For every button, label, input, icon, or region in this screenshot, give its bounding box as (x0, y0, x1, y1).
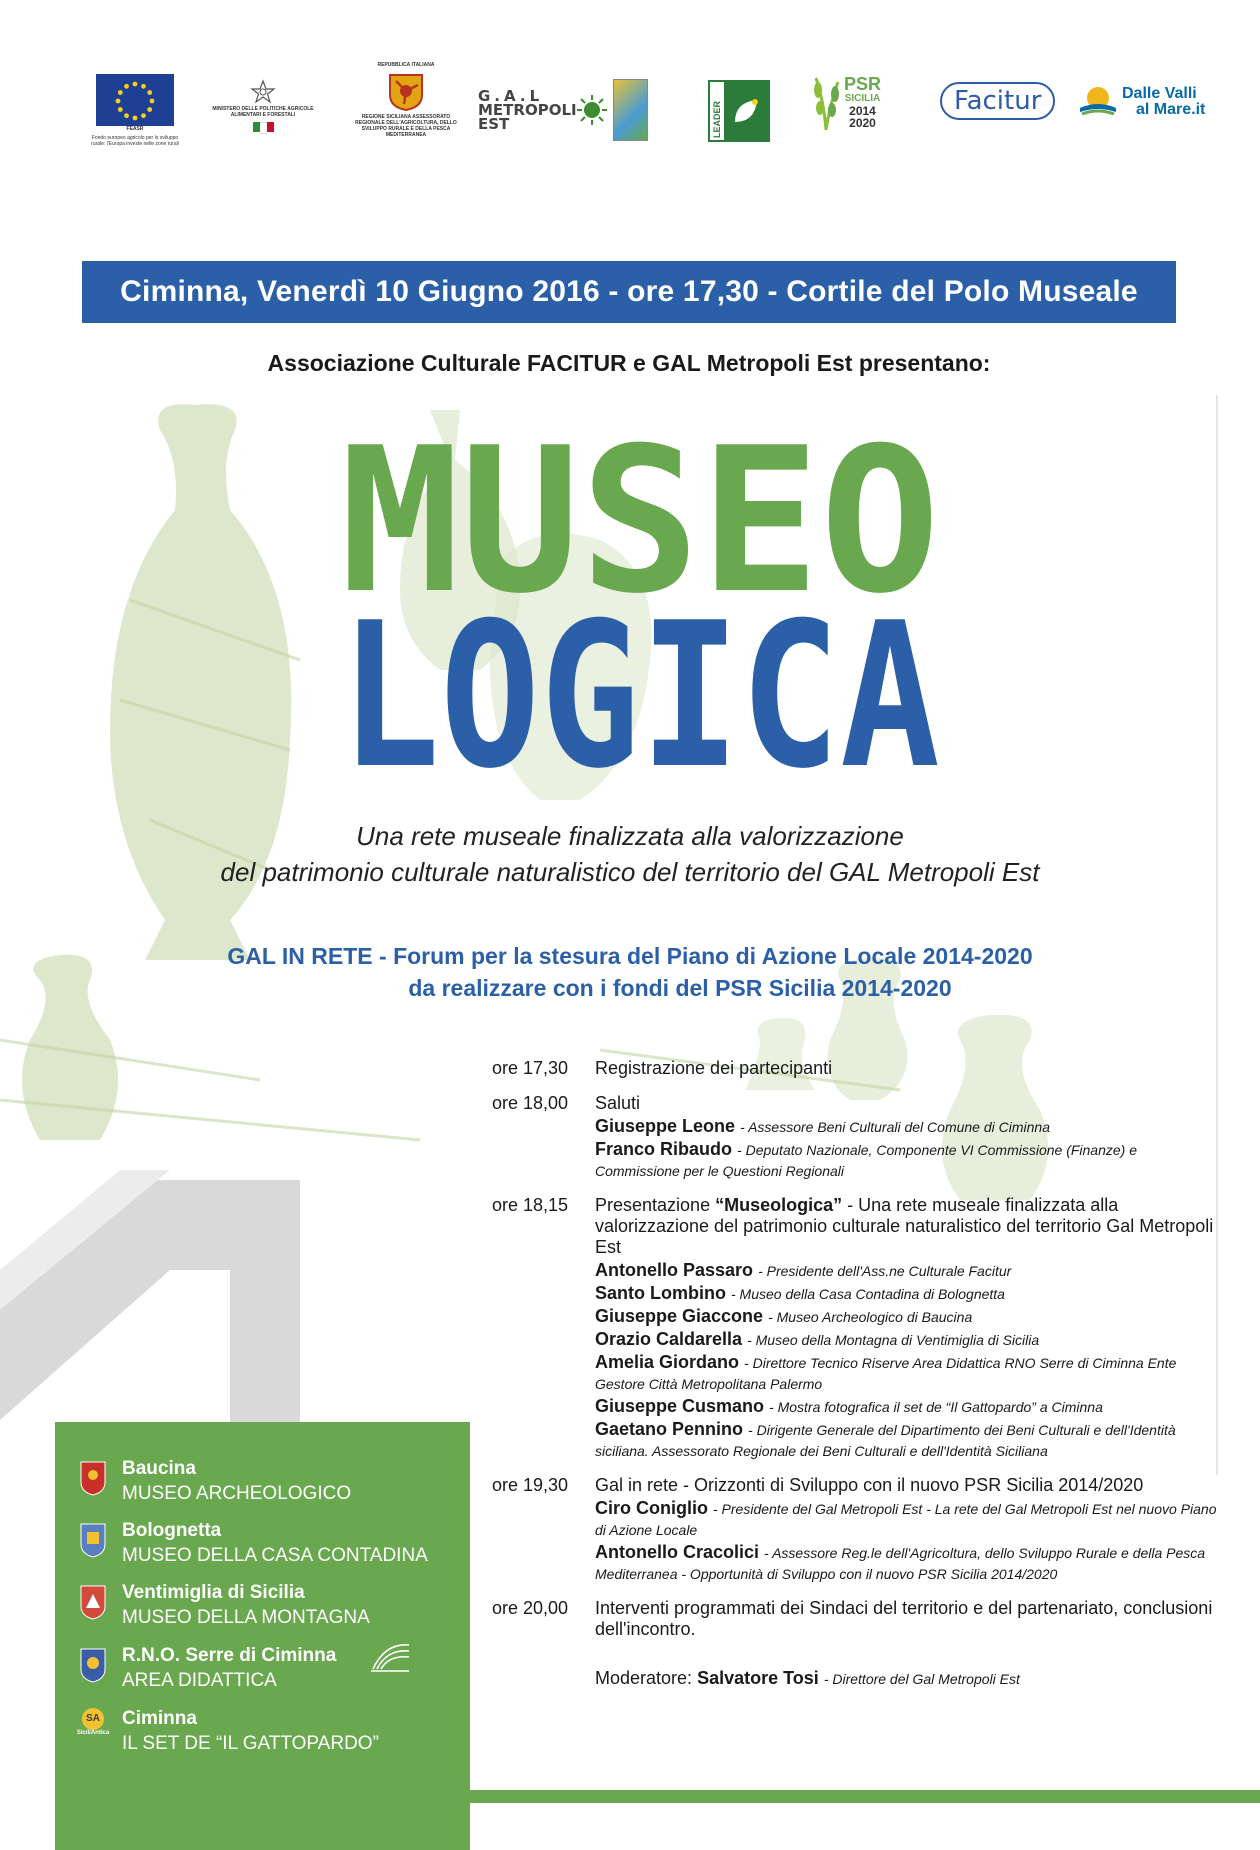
museum-town: Bolognetta (122, 1520, 222, 1541)
speaker-name: Gaetano Pennino (595, 1419, 744, 1439)
baucina-crest-icon (80, 1460, 106, 1496)
speaker (595, 1139, 1222, 1181)
slot-desc-prefix: Presentazione (595, 1195, 711, 1215)
speaker-name: Orazio Caldarella (595, 1329, 743, 1349)
speaker (595, 1116, 1222, 1137)
psr-year-end: 2020 (849, 116, 876, 130)
program-slot (492, 1195, 1222, 1461)
ministero-logo (198, 80, 328, 134)
slot-description: Saluti (595, 1093, 641, 1113)
feasr-caption: FEASR (126, 126, 144, 132)
gal-logo-line2: METROPOLI (478, 101, 577, 119)
speaker-role: - Museo della Casa Contadina di Bolognetta (731, 1286, 1005, 1302)
museum-name: MUSEO DELLA CASA CONTADINA (122, 1545, 428, 1566)
title-line-logica: LOGICA (340, 580, 940, 813)
psr-wheat-icon (808, 72, 844, 132)
forum-heading (150, 940, 1110, 1004)
italian-emblem-icon (251, 80, 275, 106)
slot-time: ore 17,30 (492, 1058, 569, 1078)
speaker (595, 1396, 1222, 1417)
speaker-role: - Assessore Reg.le dell'Agricoltura, dello Sviluppo Rurale e della Pesca Mediterranea - Opportunità di Sviluppo con il nuovo PSR Sicilia 2014/2020 (595, 1545, 1206, 1582)
leader-text: LEADER (712, 100, 722, 138)
subtitle-line2: del patrimonio culturale naturalistico del territorio del GAL Metropoli Est (220, 857, 1040, 887)
psr-year-start: 2014 (849, 104, 876, 118)
gal-metropoli-est-logo (478, 80, 648, 140)
slot-description: Interventi programmati dei Sindaci del territorio e del partenariato, conclusioni dell'incontro. (595, 1598, 1213, 1639)
grey-chevron-graphic (0, 1180, 300, 1440)
ministero-text: MINISTERO DELLE POLITICHE AGRICOLE ALIMENTARI E FORESTALI (212, 106, 314, 118)
speaker (595, 1329, 1222, 1350)
bolognetta-crest-icon (80, 1522, 106, 1558)
bottom-green-rule (470, 1790, 1260, 1803)
slot-desc-rest: - Una rete museale finalizzata alla valorizzazione del patrimonio culturale naturalistico del territorio Gal Metropoli Est (595, 1195, 1214, 1257)
speaker-role: - Presidente dell'Ass.ne Culturale Facitur (758, 1263, 1012, 1279)
museum-town: R.N.O. Serre di Ciminna (122, 1645, 337, 1666)
slot-description (595, 1195, 1222, 1258)
event-date-banner: Ciminna, Venerdì 10 Giugno 2016 - ore 17,30 - Cortile del Polo Museale (82, 261, 1176, 323)
speaker (595, 1283, 1222, 1304)
dalle-valli-line1: Dalle Valli (1122, 85, 1197, 102)
trinacria-icon (386, 71, 426, 111)
psr-region: SICILIA (844, 93, 881, 104)
speaker-name: Giuseppe Cusmano (595, 1396, 765, 1416)
psr-title: PSR (844, 74, 882, 94)
moderator-role: - Direttore del Gal Metropoli Est (823, 1671, 1020, 1687)
siciliantica-caption: SiciliAntica (76, 1730, 110, 1736)
program-slot (492, 1058, 1222, 1079)
slot-desc-highlight: “Museologica” (715, 1195, 843, 1215)
speaker-name: Santo Lombino (595, 1283, 726, 1303)
speaker-role: - Assessore Beni Culturali del Comune di Ciminna (740, 1119, 1050, 1135)
speaker-role: - Museo Archeologico di Baucina (768, 1309, 973, 1325)
leader-leaf-icon (729, 94, 763, 128)
dalle-valli-sun-icon (1078, 82, 1118, 122)
speaker (595, 1419, 1222, 1461)
regione-subtitle: REGIONE SICILIANA ASSESSORATO REGIONALE DELL'AGRICOLTURA, DELLO SVILUPPO RURALE E DELLA PESCA MEDITERRANEA (355, 114, 457, 138)
siciliantica-logo (76, 1708, 110, 1746)
speaker-name: Giuseppe Giaccone (595, 1306, 764, 1326)
museum-name: IL SET DE “IL GATTOPARDO” (122, 1733, 379, 1754)
facitur-logo-text: Facitur (940, 82, 1055, 120)
speaker-role: - Presidente del Gal Metropoli Est - La rete del Gal Metropoli Est nel nuovo Piano di Azione Locale (595, 1501, 1217, 1538)
speaker-name: Ciro Coniglio (595, 1498, 708, 1518)
speaker-role: - Deputato Nazionale, Componente VI Commissione (Finanze) e Commissione per le Questioni Regionali (595, 1142, 1138, 1179)
gal-sun-icon (577, 95, 607, 125)
speaker (595, 1498, 1222, 1540)
museum-name: AREA DIDATTICA (122, 1670, 277, 1691)
ventimiglia-crest-icon (80, 1584, 106, 1620)
feasr-text: Fondo europeo agricolo per lo sviluppo rurale: l'Europa investe nelle zone rurali (91, 135, 179, 147)
presenters-line: Associazione Culturale FACITUR e GAL Metropoli Est presentano: (267, 350, 991, 376)
program-slot (492, 1475, 1222, 1584)
event-program (492, 1058, 1222, 1703)
leader-logo (708, 80, 770, 142)
regione-sicilia-logo (352, 62, 460, 138)
eu-flag-icon (96, 74, 174, 126)
speaker-name: Amelia Giordano (595, 1352, 740, 1372)
siciliantica-badge: SA (82, 1708, 104, 1730)
slot-time: ore 19,30 (492, 1475, 569, 1495)
moderator (595, 1668, 1222, 1689)
speaker (595, 1260, 1222, 1281)
museum-town: Baucina (122, 1458, 196, 1479)
museum-town: Ventimiglia di Sicilia (122, 1582, 305, 1603)
program-slot (492, 1598, 1222, 1689)
museum-name: MUSEO ARCHEOLOGICO (122, 1483, 352, 1504)
riserva-logo-icon (365, 1639, 413, 1679)
slot-description: Registrazione dei partecipanti (595, 1058, 833, 1078)
speaker-role: - Museo della Montagna di Ventimiglia di Sicilia (747, 1332, 1040, 1348)
slot-description: Gal in rete - Orizzonti di Sviluppo con il nuovo PSR Sicilia 2014/2020 (595, 1475, 1144, 1495)
program-slot (492, 1093, 1222, 1181)
forum-line1: GAL IN RETE - Forum per la stesura del Piano di Azione Locale 2014-2020 (227, 943, 1033, 969)
speaker (595, 1352, 1222, 1394)
dalle-valli-logo (1078, 82, 1205, 122)
speaker-role: - Dirigente Generale del Dipartimento dei Beni Culturali e dell'Identità siciliana. Assessorato Regionale dei Beni Culturali e dell'Identità Siciliana (595, 1422, 1176, 1459)
speaker-role: - Direttore Tecnico Riserve Area Didattica RNO Serre di Ciminna Ente Gestore Città Metropolitana Palermo (595, 1355, 1177, 1392)
speaker-name: Antonello Cracolici (595, 1542, 760, 1562)
serre-ciminna-crest-icon (80, 1647, 106, 1683)
slot-time: ore 18,00 (492, 1093, 569, 1113)
sponsor-logos (80, 60, 1220, 150)
gal-logo-line1: G.A.L (478, 87, 544, 105)
subtitle (150, 818, 1110, 890)
moderator-label: Moderatore: (595, 1668, 693, 1688)
speaker-name: Giuseppe Leone (595, 1116, 736, 1136)
forum-line2: da realizzare con i fondi del PSR Sicilia 2014-2020 (408, 975, 952, 1001)
museologica-title (330, 405, 950, 813)
speaker (595, 1306, 1222, 1327)
speaker-name: Antonello Passaro (595, 1260, 754, 1280)
title-line-museo: MUSEO (340, 405, 940, 638)
moderator-name: Salvatore Tosi (697, 1668, 819, 1688)
slot-time: ore 20,00 (492, 1598, 569, 1618)
museum-town: Ciminna (122, 1708, 197, 1729)
italian-flag-icon (253, 122, 274, 134)
gal-logo-line3: EST (478, 115, 510, 133)
speaker-role: - Mostra fotografica il set de “Il Gattopardo” a Ciminna (769, 1399, 1103, 1415)
slot-time: ore 18,15 (492, 1195, 569, 1215)
dalle-valli-line2: al Mare.it (1136, 101, 1206, 118)
speaker-name: Franco Ribaudo (595, 1139, 733, 1159)
psr-sicilia-logo (808, 72, 881, 132)
museum-name: MUSEO DELLA MONTAGNA (122, 1607, 370, 1628)
eu-feasr-logo (90, 74, 180, 147)
regione-title: REPUBBLICA ITALIANA (377, 62, 435, 68)
speaker (595, 1542, 1222, 1584)
subtitle-line1: Una rete museale finalizzata alla valorizzazione (356, 821, 904, 851)
facitur-logo (940, 82, 1055, 120)
gal-poster-thumbnail (613, 79, 648, 141)
